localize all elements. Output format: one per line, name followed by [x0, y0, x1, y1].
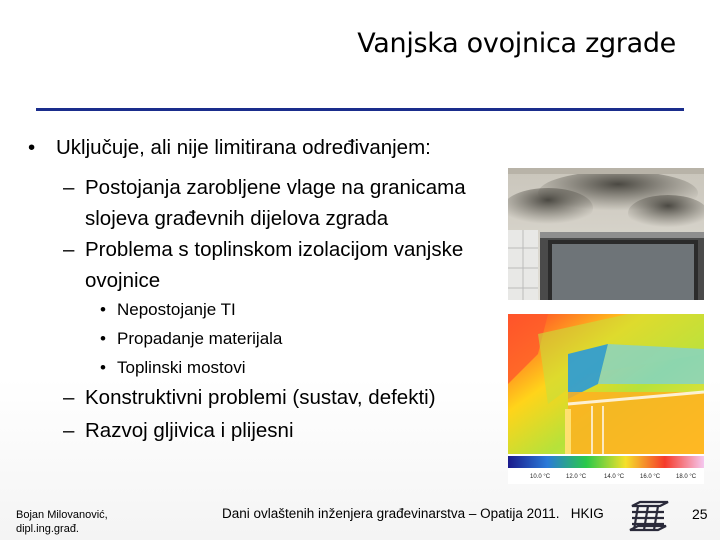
title-underline: [36, 108, 684, 111]
dash-marker: –: [63, 238, 75, 261]
dash-marker: –: [63, 419, 75, 442]
footer-event: [222, 506, 604, 521]
sub-bullet-1-line-2: slojeva građevnih dijelova zgrada: [85, 207, 389, 230]
author-name: Bojan Milovanović,: [16, 509, 108, 521]
thermal-image: [508, 314, 704, 484]
bullet-marker: •: [100, 358, 106, 377]
author-title: dipl.ing.građ.: [16, 523, 79, 535]
bullet-main: Uključuje, ali nije limitirana određivanjem:: [56, 136, 431, 159]
sub-bullet-2-line-1: Problema s toplinskom izolacijom vanjske: [85, 238, 464, 261]
dash-marker: –: [63, 386, 75, 409]
dash-marker: –: [63, 176, 75, 199]
org-text: HKIG: [570, 506, 604, 521]
mould-photo: [508, 168, 704, 300]
sub-bullet-2-line-2: ovojnice: [85, 269, 161, 292]
scale-label-10: 10.0 °C: [530, 474, 551, 480]
hkig-logo-icon: [628, 500, 672, 534]
scale-label-16: 16.0 °C: [640, 474, 661, 480]
sub-sub-item-1: Nepostojanje TI: [117, 300, 236, 319]
footer-author: [16, 508, 108, 536]
sub-sub-item-3: Toplinski mostovi: [117, 358, 246, 377]
scale-label-14: 14.0 °C: [604, 474, 625, 480]
sub-bullet-1-line-1: Postojanja zarobljene vlage na granicama: [85, 176, 466, 199]
sub-bullet-4: Razvoj gljivica i plijesni: [85, 419, 294, 442]
event-text: Dani ovlaštenih inženjera građevinarstva – Opatija 2011.: [222, 506, 560, 521]
scale-label-12: 12.0 °C: [566, 474, 587, 480]
bullet-marker: •: [100, 300, 106, 319]
scale-label-18: 18.0 °C: [676, 474, 697, 480]
bullet-marker: •: [28, 136, 36, 159]
sub-bullet-3: Konstruktivni problemi (sustav, defekti): [85, 386, 436, 409]
slide-title: Vanjska ovojnica zgrade: [357, 28, 676, 59]
bullet-marker: •: [100, 329, 106, 348]
page-number: 25: [692, 506, 708, 522]
sub-sub-item-2: Propadanje materijala: [117, 329, 283, 348]
